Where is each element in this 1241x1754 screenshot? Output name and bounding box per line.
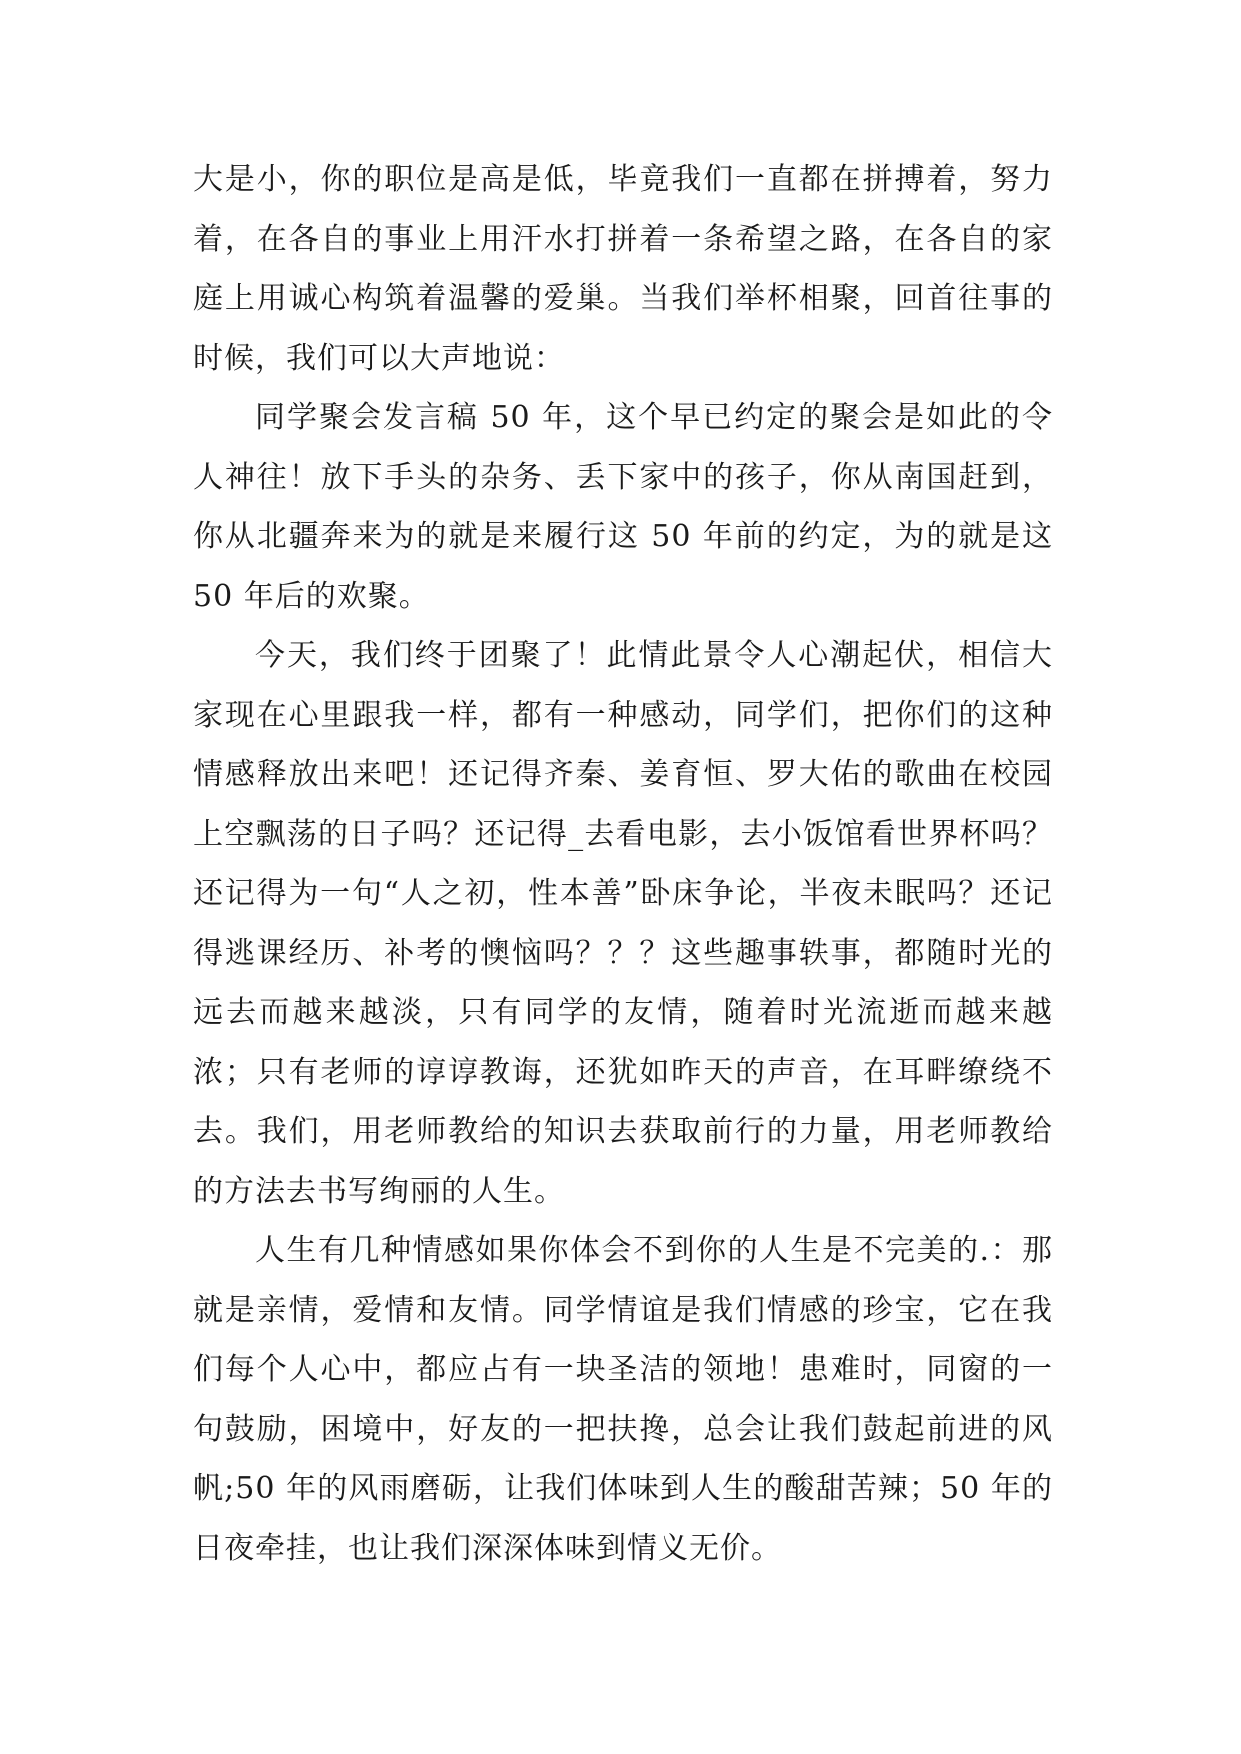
paragraph-1: 大是小，你的职位是高是低，毕竟我们一直都在拼搏着，努力着，在各自的事业上用汗水打拼着一条希望之路，在各自的家庭上用诚心构筑着温馨的爱巢。当我们举杯相聚，回首往事的时候，我们可以大声地说： [193,162,1053,376]
paragraph-2: 同学聚会发言稿 50 年，这个早已约定的聚会是如此的令人神往！放下手头的杂务、丢下家中的孩子，你从南国赶到，你从北疆奔来为的就是来履行这 50 年前的约定，为的就是这 50 年后的欢聚。 [193,400,1053,614]
paragraph-4: 人生有几种情感如果你体会不到你的人生是不完美的.：那就是亲情，爱情和友情。同学情谊是我们情感的珍宝，它在我们每个人心中，都应占有一块圣洁的领地！患难时，同窗的一句鼓励，困境中，好友的一把扶搀，总会让我们鼓起前进的风帆;50 年的风雨磨砺，让我们体味到人生的酸甜苦辣；50 年的日夜牵挂，也让我们深深体味到情义无价。 [193,1233,1053,1566]
paragraph-3: 今天，我们终于团聚了！此情此景令人心潮起伏，相信大家现在心里跟我一样，都有一种感动，同学们，把你们的这种情感释放出来吧！还记得齐秦、姜育恒、罗大佑的歌曲在校园上空飘荡的日子吗？还记得_去看电影，去小饭馆看世界杯吗？还记得为一句“人之初，性本善”卧床争论，半夜未眠吗？还记得逃课经历、补考的懊恼吗？？？这些趣事轶事，都随时光的远去而越来越淡，只有同学的友情，随着时光流逝而越来越浓；只有老师的谆谆教诲，还犹如昨天的声音，在耳畔缭绕不去。我们，用老师教给的知识去获取前行的力量，用老师教给的方法去书写绚丽的人生。 [193,638,1053,1209]
document-body [193,150,1053,1578]
